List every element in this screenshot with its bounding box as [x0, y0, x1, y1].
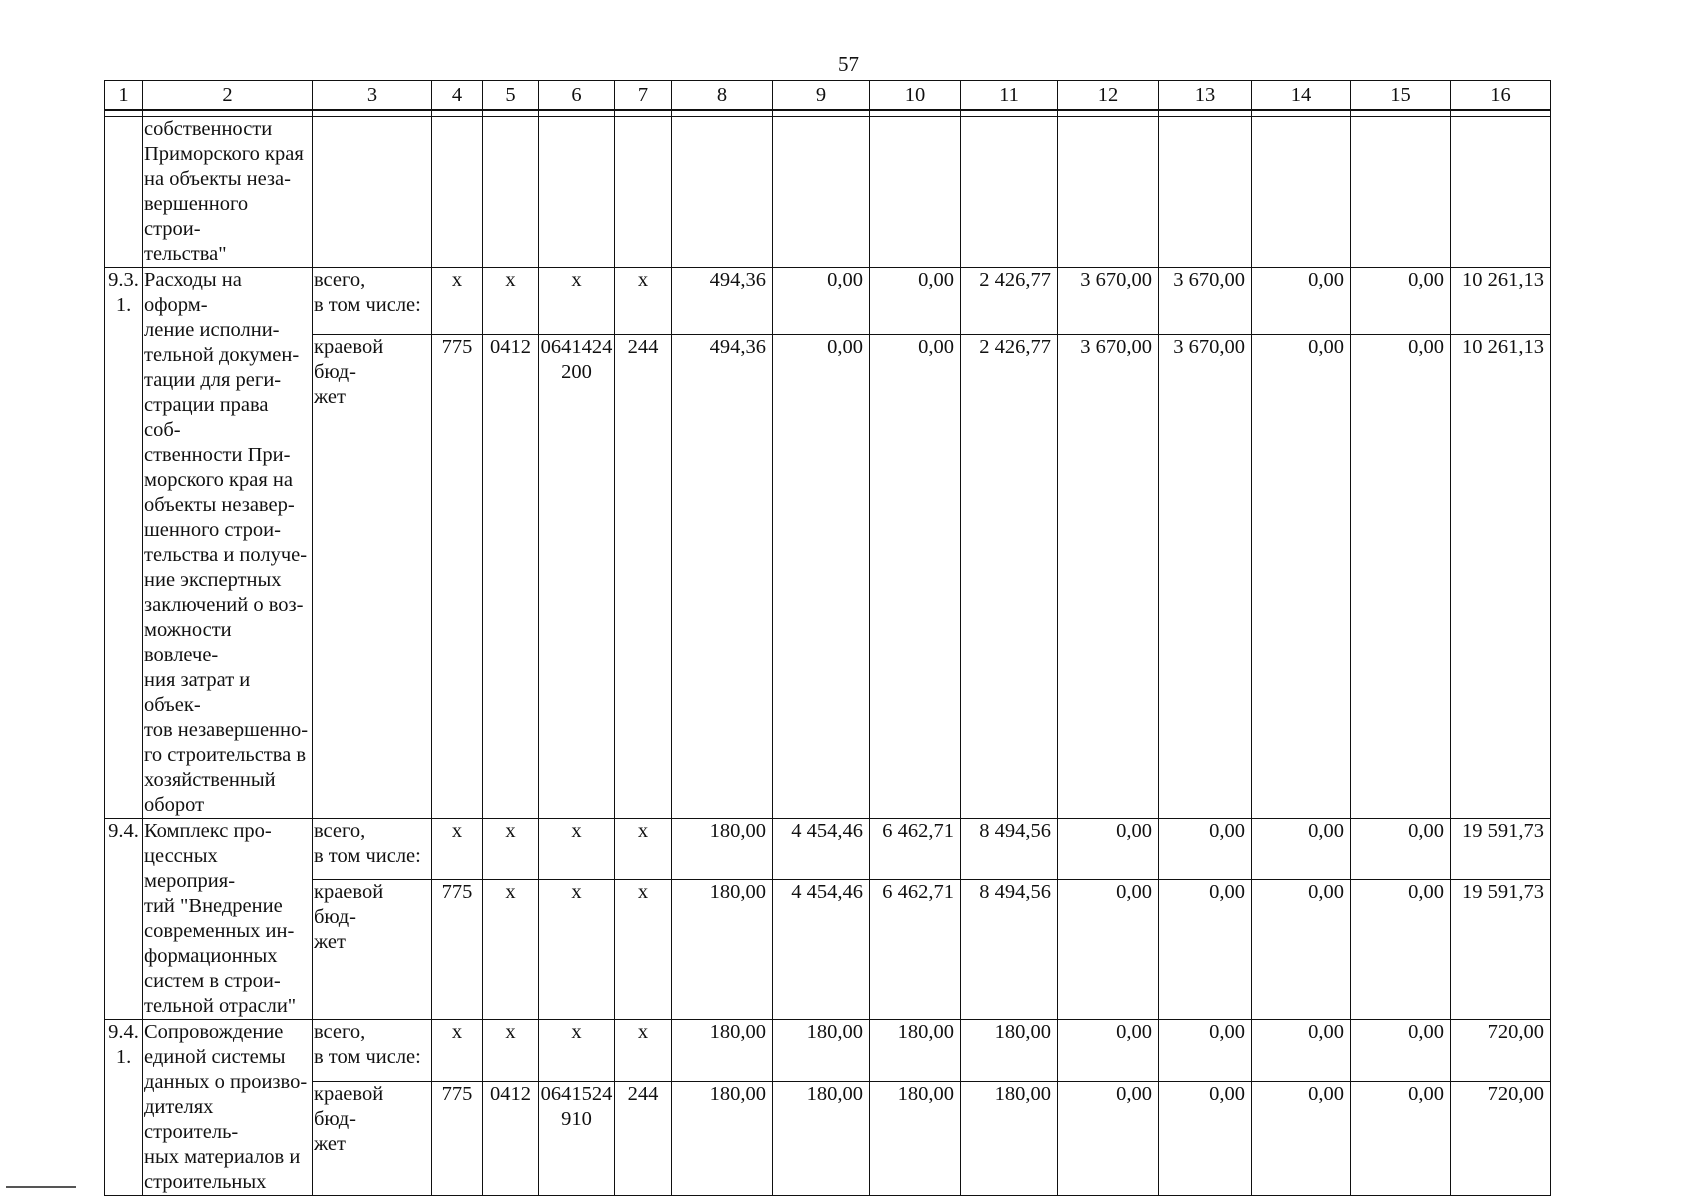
code-cell-c4: 775 — [432, 335, 483, 819]
column-number-3: 3 — [313, 81, 432, 111]
amount-cell: 2 426,77 — [961, 335, 1058, 819]
amount-cell: 0,00 — [1252, 1020, 1351, 1082]
amount-cell: 494,36 — [672, 268, 773, 335]
code-cell-c4: x — [432, 819, 483, 880]
code-cell-c6: x — [539, 1020, 615, 1082]
amount-cell: 720,00 — [1451, 1020, 1551, 1082]
code-cell-c7: 244 — [615, 335, 672, 819]
amount-cell: 0,00 — [773, 335, 870, 819]
activity-name-cell: Комплекс про- цессных мероприя- тий "Внедрение современных ин- формационных систем в строи- тельной отрасли" — [143, 819, 313, 1020]
table-row-budget — [105, 880, 1551, 1020]
amount-cell: 720,00 — [1451, 1082, 1551, 1196]
column-number-14: 14 — [1252, 81, 1351, 111]
activity-name-cell: Сопровождение единой системы данных о произво- дителях строитель- ных материалов и строительных — [143, 1020, 313, 1196]
code-cell-c6: x — [539, 819, 615, 880]
amount-cell: 6 462,71 — [870, 880, 961, 1020]
column-number-13: 13 — [1159, 81, 1252, 111]
amount-cell: 180,00 — [672, 1020, 773, 1082]
amount-cell: 0,00 — [1351, 819, 1451, 880]
column-number-12: 12 — [1058, 81, 1159, 111]
amount-cell: 3 670,00 — [1058, 268, 1159, 335]
code-cell-c7: x — [615, 819, 672, 880]
amount-cell: 0,00 — [870, 335, 961, 819]
amount-cell: 0,00 — [870, 268, 961, 335]
amount-cell: 180,00 — [672, 819, 773, 880]
continued-row — [105, 117, 1551, 268]
amount-cell: 0,00 — [1058, 1082, 1159, 1196]
code-cell-c4: 775 — [432, 880, 483, 1020]
amount-cell: 0,00 — [1159, 880, 1252, 1020]
row-number-cell: 9.4. 1. — [105, 1020, 143, 1196]
amount-cell: 0,00 — [1351, 268, 1451, 335]
code-cell-c5: 0412 — [483, 335, 539, 819]
amount-cell: 3 670,00 — [1058, 335, 1159, 819]
amount-cell: 494,36 — [672, 335, 773, 819]
amount-cell: 10 261,13 — [1451, 268, 1551, 335]
amount-cell: 0,00 — [1159, 1082, 1252, 1196]
code-cell-c6: 0641424 200 — [539, 335, 615, 819]
column-number-16: 16 — [1451, 81, 1551, 111]
code-cell-c4: x — [432, 1020, 483, 1082]
code-cell-c5: x — [483, 1020, 539, 1082]
column-number-11: 11 — [961, 81, 1058, 111]
code-cell-c6: 0641524 910 — [539, 1082, 615, 1196]
amount-cell: 0,00 — [1351, 1082, 1451, 1196]
code-cell-c7: 244 — [615, 1082, 672, 1196]
amount-cell: 180,00 — [870, 1082, 961, 1196]
code-cell-c7: x — [615, 268, 672, 335]
amount-cell: 0,00 — [1252, 1082, 1351, 1196]
table-row-budget — [105, 335, 1551, 819]
activity-name-cell: Расходы на оформ- ление исполни- тельной докумен- тации для реги- страции права соб- ственности При- морского края на объекты незавер- шенного строи- тельства и получе- ние экспертных заключений о воз- можности вовлече- ния затрат и объек- тов незавершенно- го строительства в хозяйственный оборот — [143, 268, 313, 819]
amount-cell: 180,00 — [672, 880, 773, 1020]
funding-source-cell: краевой бюд- жет — [313, 335, 432, 819]
column-number-9: 9 — [773, 81, 870, 111]
funding-source-cell: краевой бюд- жет — [313, 880, 432, 1020]
table-row-budget — [105, 1082, 1551, 1196]
amount-cell: 2 426,77 — [961, 268, 1058, 335]
amount-cell: 0,00 — [1351, 335, 1451, 819]
amount-cell: 6 462,71 — [870, 819, 961, 880]
amount-cell: 4 454,46 — [773, 880, 870, 1020]
amount-cell: 180,00 — [870, 1020, 961, 1082]
column-number-4: 4 — [432, 81, 483, 111]
column-number-15: 15 — [1351, 81, 1451, 111]
code-cell-c7: x — [615, 1020, 672, 1082]
code-cell-c4: 775 — [432, 1082, 483, 1196]
amount-cell: 0,00 — [773, 268, 870, 335]
page-number: 57 — [838, 52, 859, 76]
code-cell-c5: 0412 — [483, 1082, 539, 1196]
amount-cell: 0,00 — [1252, 335, 1351, 819]
amount-cell: 0,00 — [1252, 880, 1351, 1020]
amount-cell: 0,00 — [1351, 1020, 1451, 1082]
amount-cell: 0,00 — [1058, 819, 1159, 880]
row-number-cell: 9.4. — [105, 819, 143, 1020]
column-number-10: 10 — [870, 81, 961, 111]
funding-source-cell: всего, в том числе: — [313, 819, 432, 880]
scan-edge-mark — [6, 1186, 76, 1188]
column-number-1: 1 — [105, 81, 143, 111]
amount-cell: 180,00 — [773, 1082, 870, 1196]
amount-cell: 180,00 — [961, 1020, 1058, 1082]
row-number-cell: 9.3. 1. — [105, 268, 143, 819]
amount-cell: 0,00 — [1159, 819, 1252, 880]
amount-cell: 19 591,73 — [1451, 880, 1551, 1020]
funding-source-cell: всего, в том числе: — [313, 268, 432, 335]
table-row-total — [105, 1020, 1551, 1082]
funding-source-cell: всего, в том числе: — [313, 1020, 432, 1082]
amount-cell: 3 670,00 — [1159, 335, 1252, 819]
column-number-7: 7 — [615, 81, 672, 111]
code-cell-c5: x — [483, 819, 539, 880]
column-number-6: 6 — [539, 81, 615, 111]
amount-cell: 8 494,56 — [961, 880, 1058, 1020]
code-cell-c6: x — [539, 268, 615, 335]
amount-cell: 180,00 — [961, 1082, 1058, 1196]
code-cell-c6: x — [539, 880, 615, 1020]
amount-cell: 180,00 — [672, 1082, 773, 1196]
code-cell-c5: x — [483, 268, 539, 335]
amount-cell: 0,00 — [1159, 1020, 1252, 1082]
column-number-header — [105, 81, 1551, 111]
amount-cell: 8 494,56 — [961, 819, 1058, 880]
table-row-total — [105, 819, 1551, 880]
code-cell-c5: x — [483, 880, 539, 1020]
continued-name-cell: собственности Приморского края на объекты неза- вершенного строи- тельства" — [143, 117, 313, 268]
amount-cell: 3 670,00 — [1159, 268, 1252, 335]
amount-cell: 180,00 — [773, 1020, 870, 1082]
code-cell-c7: x — [615, 880, 672, 1020]
funding-source-cell: краевой бюд- жет — [313, 1082, 432, 1196]
column-number-2: 2 — [143, 81, 313, 111]
column-number-5: 5 — [483, 81, 539, 111]
amount-cell: 0,00 — [1252, 268, 1351, 335]
amount-cell: 10 261,13 — [1451, 335, 1551, 819]
budget-table — [104, 80, 1551, 1196]
amount-cell: 0,00 — [1351, 880, 1451, 1020]
amount-cell: 4 454,46 — [773, 819, 870, 880]
amount-cell: 0,00 — [1058, 880, 1159, 1020]
table-row-total — [105, 268, 1551, 335]
code-cell-c4: x — [432, 268, 483, 335]
amount-cell: 0,00 — [1058, 1020, 1159, 1082]
amount-cell: 19 591,73 — [1451, 819, 1551, 880]
column-number-8: 8 — [672, 81, 773, 111]
amount-cell: 0,00 — [1252, 819, 1351, 880]
